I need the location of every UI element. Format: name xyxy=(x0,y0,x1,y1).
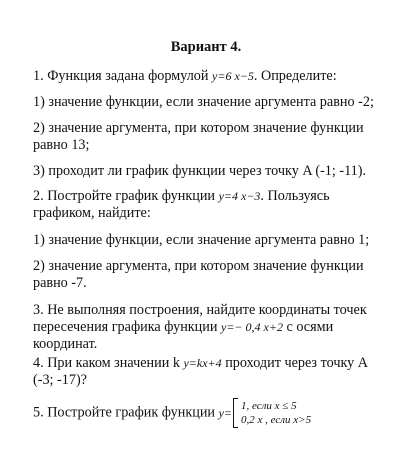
task-5-formula-lhs: y= xyxy=(218,405,232,420)
task-4-formula: y=kx+4 xyxy=(183,356,222,370)
piecewise-case-2: 0,2 x , если x>5 xyxy=(241,414,312,426)
task-5-text: 5. Постройте график функции xyxy=(33,404,219,421)
task-5 xyxy=(33,398,385,428)
variant-title: Вариант 4. xyxy=(170,39,242,55)
task-2 xyxy=(33,188,385,222)
task-3-text: 3. Не выполняя построения, найдите координаты точек пересечения графика функции xyxy=(33,302,367,335)
task-1-formula: y=6 x−5 xyxy=(212,69,254,83)
task-1-text: 1. Функция задана формулой xyxy=(33,68,213,84)
task-4-text-end: проходит через точку A (-3; -17)? xyxy=(33,355,368,388)
task-3 xyxy=(33,302,385,353)
task-2-text-end: . Пользуясь графиком, найдите: xyxy=(33,188,330,221)
task-4-text: 4. При каком значении k xyxy=(33,355,184,371)
task-3-formula: y=− 0,4 x+2 xyxy=(221,320,283,334)
task-1-item-2: 2) значение аргумента, при котором значение функции равно 13; xyxy=(33,120,364,153)
piecewise-case-1: 1, если x ≤ 5 xyxy=(241,400,297,412)
task-5-formula xyxy=(219,398,312,428)
task-2-formula: y=4 x−3 xyxy=(218,189,261,203)
task-1-item-3: 3) проходит ли график функции через точку A (-1; -11). xyxy=(33,163,367,179)
task-2-item-2: 2) значение аргумента, при котором значение функции равно -7. xyxy=(33,258,364,291)
task-1 xyxy=(33,68,385,85)
task-3-text-end: с осями координат. xyxy=(33,319,334,352)
piecewise-cases xyxy=(241,399,311,427)
task-2-text: 2. Постройте график функции xyxy=(33,188,219,204)
task-2-item-1: 1) значение функции, если значение аргумента равно 1; xyxy=(33,232,370,248)
task-1-item-1: 1) значение функции, если значение аргумента равно -2; xyxy=(33,94,374,110)
brace-shape xyxy=(233,398,238,428)
task-4 xyxy=(33,355,385,389)
task-1-text-end: . Определите: xyxy=(253,68,337,84)
